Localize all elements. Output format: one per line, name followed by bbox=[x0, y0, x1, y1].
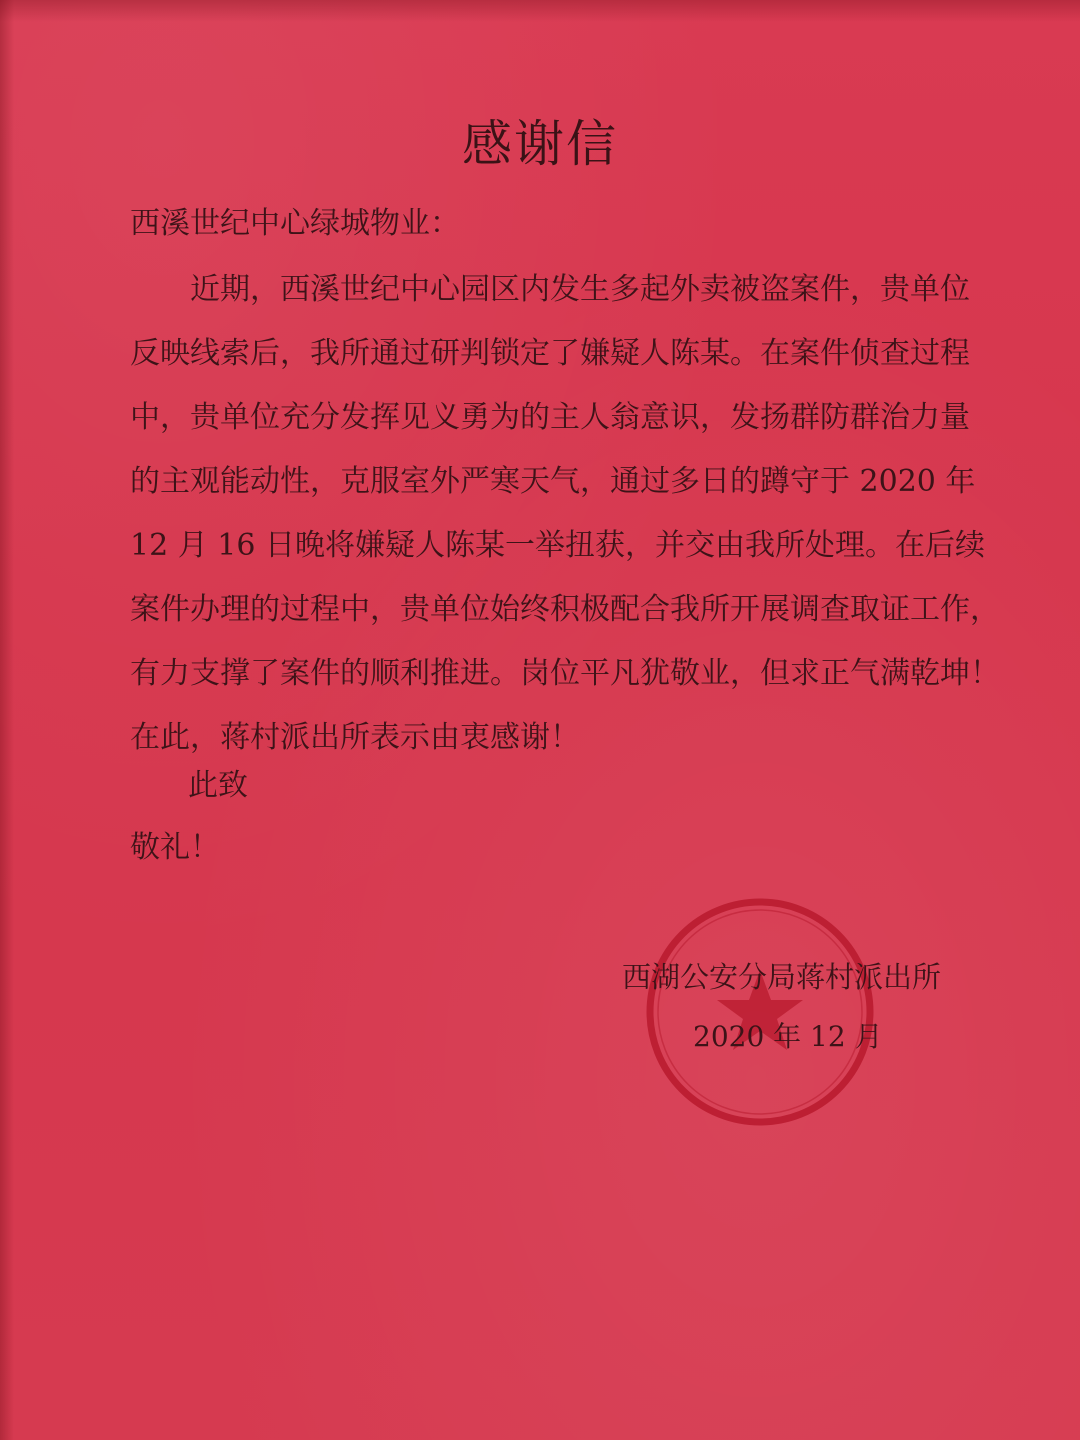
body-line: 案件办理的过程中，贵单位始终积极配合我所开展调查取证工作， bbox=[130, 592, 1000, 627]
body-line: 的主观能动性，克服室外严寒天气，通过多日的蹲守于 2020 年 bbox=[130, 464, 976, 499]
paper-shadow-left bbox=[0, 0, 14, 1440]
letter-date: 2020 年 12 月 bbox=[693, 1020, 883, 1053]
official-seal-stamp bbox=[640, 892, 880, 1132]
body-line: 在此，蒋村派出所表示由衷感谢！ bbox=[130, 720, 580, 755]
closing-ci-zhi: 此致 bbox=[188, 768, 248, 803]
closing-jing-li: 敬礼！ bbox=[130, 830, 220, 865]
body-line: 反映线索后，我所通过研判锁定了嫌疑人陈某。在案件侦查过程 bbox=[130, 336, 970, 371]
letter-title: 感谢信 bbox=[462, 115, 618, 173]
body-line: 中，贵单位充分发挥见义勇为的主人翁意识，发扬群防群治力量 bbox=[130, 400, 970, 435]
letter-salutation: 西溪世纪中心绿城物业： bbox=[130, 206, 460, 241]
body-line: 12 月 16 日晚将嫌疑人陈某一举扭获，并交由我所处理。在后续 bbox=[130, 528, 985, 563]
paper-shadow-top bbox=[0, 0, 1080, 22]
body-line: 近期，西溪世纪中心园区内发生多起外卖被盗案件，贵单位 bbox=[190, 272, 970, 307]
body-line: 有力支撑了案件的顺利推进。岗位平凡犹敬业，但求正气满乾坤！ bbox=[130, 656, 1000, 691]
letter-body bbox=[130, 258, 1000, 770]
signature-police-station: 西湖公安分局蒋村派出所 bbox=[622, 960, 942, 994]
